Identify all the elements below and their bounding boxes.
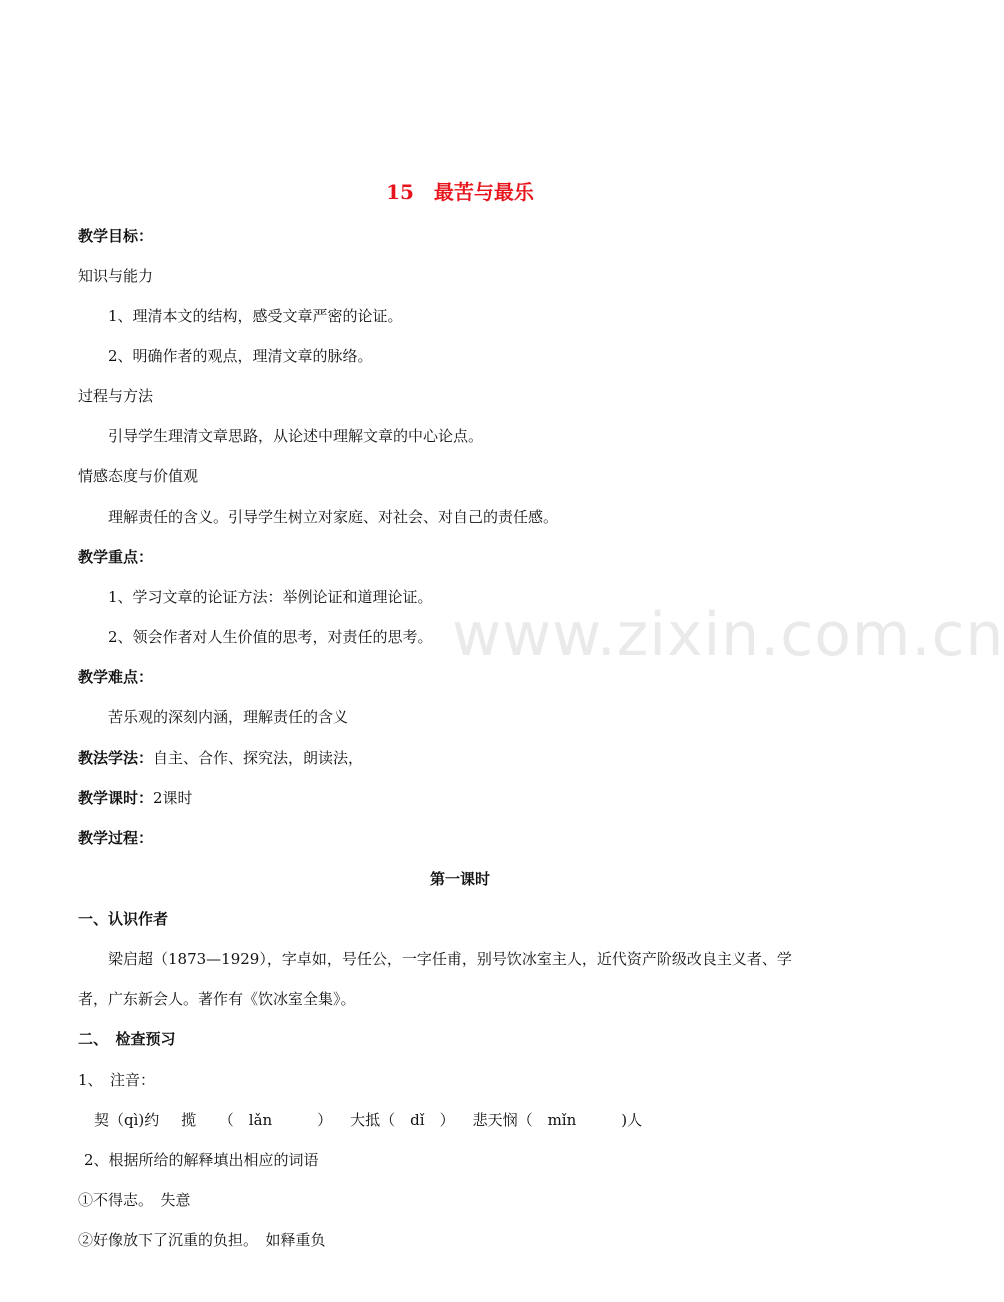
lesson1-heading: 第一课时 xyxy=(429,870,490,888)
pinyin-entry-1: 契（qì)约 xyxy=(94,1111,160,1129)
process-section-heading: 教学过程： xyxy=(78,829,154,847)
pinyin-entry-3: 大抵（ dǐ ） xyxy=(350,1111,455,1129)
page-title: 15 最苦与最乐 xyxy=(386,180,534,204)
emotion-text: 理解责任的含义。引导学生树立对家庭、对社会、对自己的责任感。 xyxy=(108,508,559,526)
key-point-2: 2、领会作者对人生价值的思考，对责任的思考。 xyxy=(108,628,433,646)
methods-label: 教法学法： xyxy=(78,749,154,767)
pinyin-item-label: 1、 注音： xyxy=(78,1071,156,1089)
hours-value: 2课时 xyxy=(153,789,193,807)
section2-heading: 二、 检查预习 xyxy=(78,1030,176,1048)
objectives-heading: 教学目标： xyxy=(78,227,154,245)
watermark: www.zixin.com.cn xyxy=(452,600,1004,670)
author-line-2: 者，广东新会人。著作有《饮冰室全集》。 xyxy=(78,990,356,1008)
methods-value: 自主、合作、探究法，朗读法， xyxy=(153,749,364,767)
author-line-1: 梁启超（1873—1929），字卓如，号任公，一字任甫，别号饮冰室主人，近代资产阶级改良主义者、学 xyxy=(108,950,792,968)
hours-line xyxy=(78,788,193,808)
pinyin-entry-2: 揽 （ lǎn ） xyxy=(181,1111,333,1129)
knowledge-heading: 知识与能力 xyxy=(78,267,154,285)
pinyin-row xyxy=(94,1110,642,1130)
key-point-1: 1、学习文章的论证方法：举例论证和道理论证。 xyxy=(108,588,433,606)
knowledge-item-1: 1、理清本文的结构，感受文章严密的论证。 xyxy=(108,307,403,325)
section1-heading: 一、认识作者 xyxy=(78,910,169,928)
definition-1: ①不得志。 失意 xyxy=(78,1191,191,1209)
definitions-label: 2、根据所给的解释填出相应的词语 xyxy=(84,1151,319,1169)
knowledge-item-2: 2、明确作者的观点，理清文章的脉络。 xyxy=(108,347,373,365)
difficulties-heading: 教学难点： xyxy=(78,668,154,686)
pinyin-entry-4: 悲天悯（ mǐn )人 xyxy=(472,1111,643,1129)
definition-2: ②好像放下了沉重的负担。 如释重负 xyxy=(78,1231,326,1249)
key-points-heading: 教学重点： xyxy=(78,548,154,566)
difficulties-text: 苦乐观的深刻内涵，理解责任的含义 xyxy=(108,708,349,726)
process-text: 引导学生理清文章思路，从论述中理解文章的中心论点。 xyxy=(108,427,484,445)
methods-line xyxy=(78,748,363,768)
emotion-heading: 情感态度与价值观 xyxy=(78,467,199,485)
process-heading: 过程与方法 xyxy=(78,387,154,405)
hours-label: 教学课时： xyxy=(78,789,154,807)
